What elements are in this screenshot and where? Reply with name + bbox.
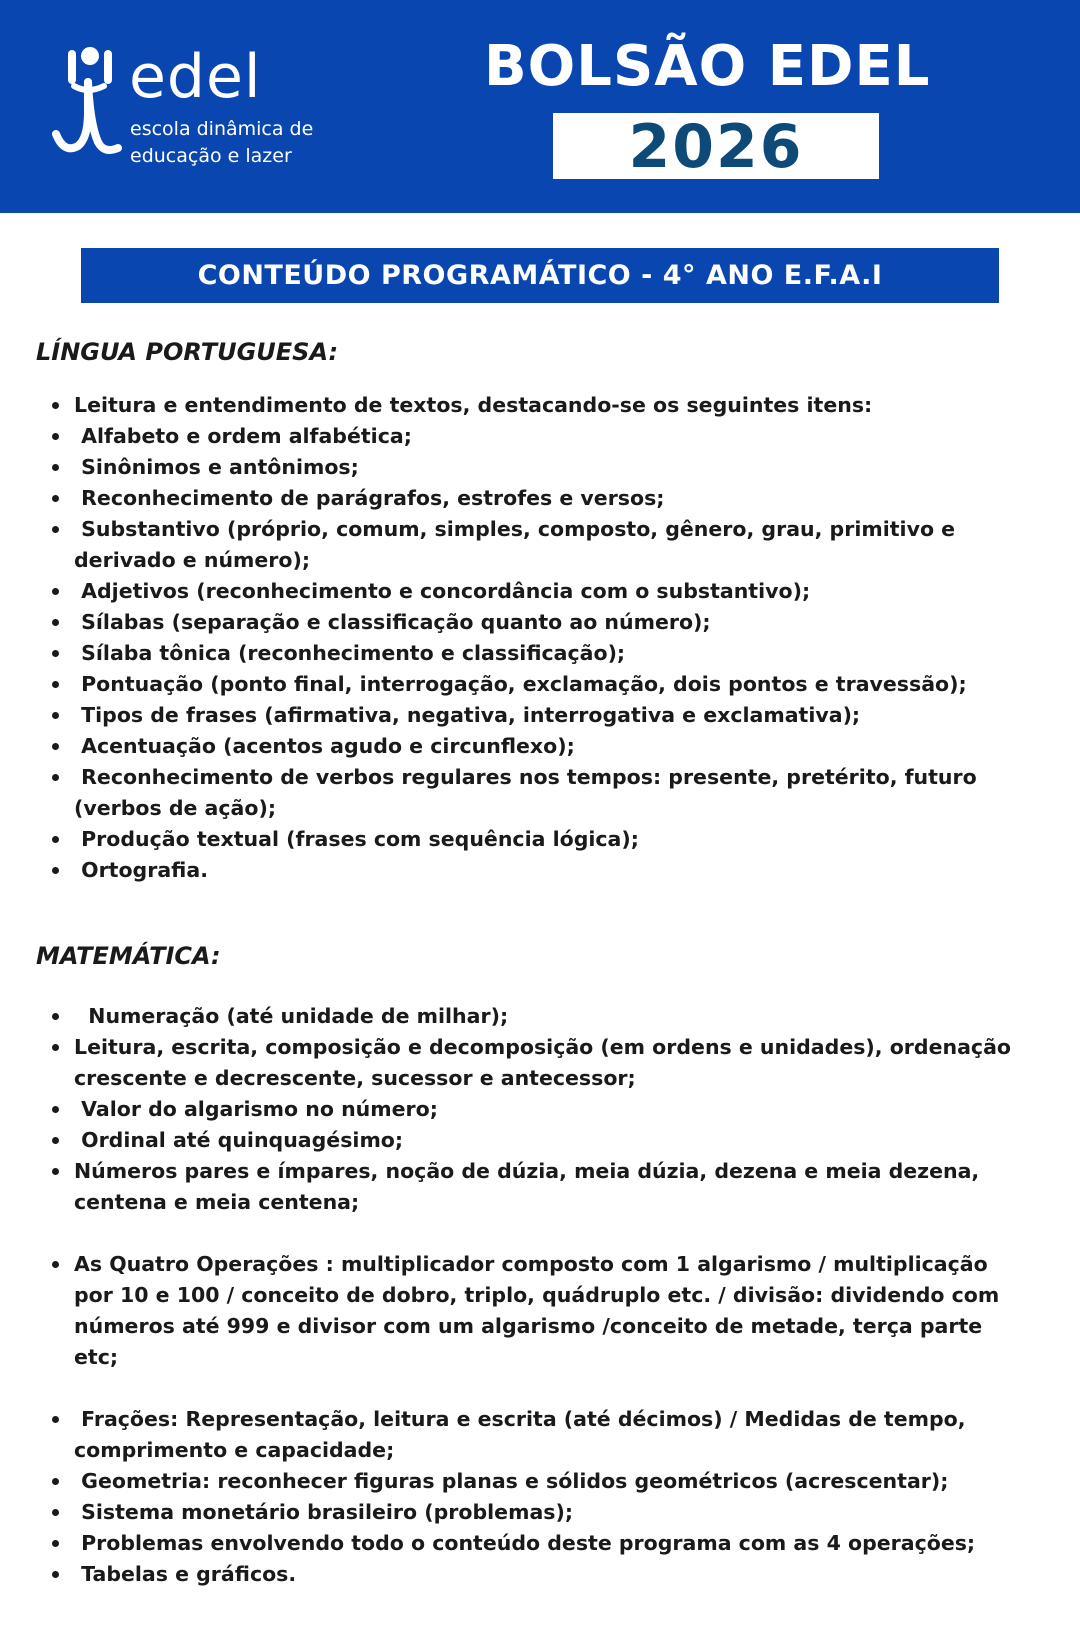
logo-tagline-line1: escola dinâmica de (130, 118, 314, 140)
list-item: As Quatro Operações : multiplicador composto com 1 algarismo / multiplicação por 10 e 100 / conceito de dobro, triplo, quádruplo etc. / divisão: dividendo com números até 999 e divisor com um algarismo /conceito de metade, terça parte etc; (48, 1249, 1028, 1373)
list-item: Ortografia. (48, 855, 1028, 886)
logo-wordmark: edel (129, 42, 262, 112)
list-item: Sílaba tônica (reconhecimento e classificação); (48, 638, 1028, 669)
person-figure-icon (44, 42, 134, 162)
list-item: Leitura, escrita, composição e decomposição (em ordens e unidades), ordenação crescente e decrescente, sucessor e antecessor; (48, 1032, 1028, 1094)
page-title: BOLSÃO EDEL (484, 34, 931, 99)
list-item: Sílabas (separação e classificação quanto ao número); (48, 607, 1028, 638)
list-item: Sistema monetário brasileiro (problemas); (48, 1497, 1028, 1528)
year-box (553, 112, 879, 182)
list-item: Tabelas e gráficos. (48, 1559, 1028, 1590)
list-item: Acentuação (acentos agudo e circunflexo); (48, 731, 1028, 762)
list-item: Substantivo (próprio, comum, simples, composto, gênero, grau, primitivo e derivado e número); (48, 514, 1028, 576)
list-item: Reconhecimento de verbos regulares nos tempos: presente, pretérito, futuro (verbos de ação); (48, 762, 1028, 824)
list-item: Adjetivos (reconhecimento e concordância com o substantivo); (48, 576, 1028, 607)
section-title-portuguese: LÍNGUA PORTUGUESA: (36, 338, 339, 366)
content-banner: CONTEÚDO PROGRAMÁTICO - 4° ANO E.F.A.I (81, 248, 999, 303)
list-item: Problemas envolvendo todo o conteúdo deste programa com as 4 operações; (48, 1528, 1028, 1559)
list-item: Pontuação (ponto final, interrogação, exclamação, dois pontos e travessão); (48, 669, 1028, 700)
list-item: Números pares e ímpares, noção de dúzia, meia dúzia, dezena e meia dezena, centena e meia centena; (48, 1156, 1028, 1218)
portuguese-topic-list (48, 390, 1028, 886)
list-item: Sinônimos e antônimos; (48, 452, 1028, 483)
math-topic-list (48, 1001, 1028, 1590)
list-item: Tipos de frases (afirmativa, negativa, interrogativa e exclamativa); (48, 700, 1028, 731)
header (0, 0, 1080, 213)
list-item: Frações: Representação, leitura e escrita (até décimos) / Medidas de tempo, comprimento e capacidade; (48, 1404, 1028, 1466)
list-item: Valor do algarismo no número; (48, 1094, 1028, 1125)
list-item: Produção textual (frases com sequência lógica); (48, 824, 1028, 855)
list-item: Reconhecimento de parágrafos, estrofes e versos; (48, 483, 1028, 514)
list-item: Geometria: reconhecer figuras planas e sólidos geométricos (acrescentar); (48, 1466, 1028, 1497)
school-logo (44, 42, 314, 177)
list-item: Alfabeto e ordem alfabética; (48, 421, 1028, 452)
section-title-math: MATEMÁTICA: (36, 942, 221, 970)
list-item: Leitura e entendimento de textos, destacando-se os seguintes itens: (48, 390, 1028, 421)
list-item: Numeração (até unidade de milhar); (48, 1001, 1028, 1032)
year-label: 2026 (628, 112, 804, 182)
logo-tagline-line2: educação e lazer (130, 145, 292, 167)
list-item: Ordinal até quinquagésimo; (48, 1125, 1028, 1156)
